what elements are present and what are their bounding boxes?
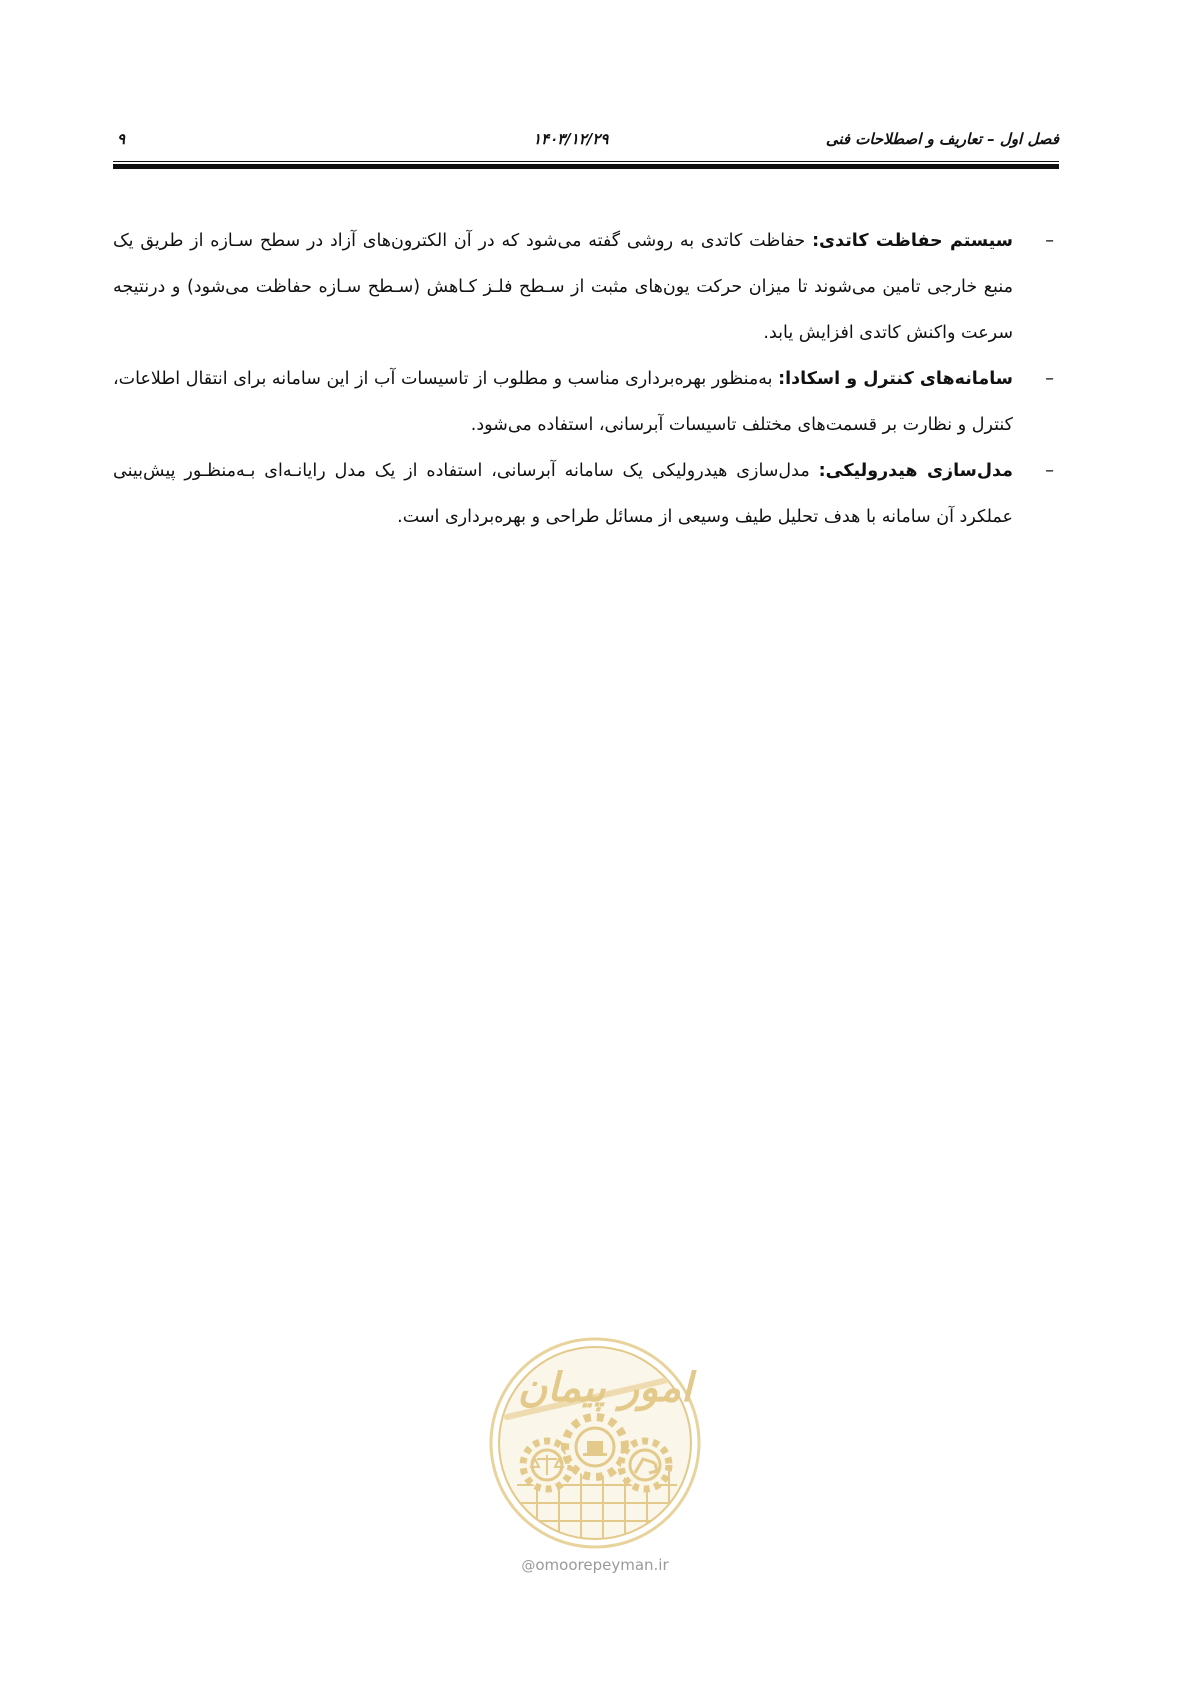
definition-term: سامانه‌های کنترل و اسکادا:: [778, 369, 1013, 389]
at-icon: @: [521, 1558, 536, 1574]
definition-text: مدل‌سازی هیدرولیکی یک سامانه آبرسانی، استفاده از یک مدل رایانـه‌ای بـه‌منظـور پیش‌بینی عملکرد آن سامانه با هدف تحلیل طیف وسیعی از مسائل طراحی و بهره‌برداری است.: [113, 461, 1013, 527]
list-dash: –: [1045, 461, 1054, 481]
definition-item: [113, 448, 1059, 540]
definition-item: [113, 218, 1059, 356]
header-rule-thick: [113, 164, 1059, 169]
watermark-logo: [487, 1335, 703, 1551]
page-number: ۹: [117, 130, 126, 148]
list-dash: –: [1045, 369, 1054, 389]
definition-item: [113, 356, 1059, 448]
definition-term: سیستم حفاظت کاتدی:: [812, 231, 1014, 251]
gear-icon: [621, 1441, 669, 1489]
watermark-url: [470, 1556, 720, 1574]
header-date: ۱۴۰۳/۱۲/۲۹: [533, 130, 609, 148]
chapter-title: فصل اول – تعاریف و اصطلاحات فنی: [825, 130, 1059, 148]
definition-term: مدل‌سازی هیدرولیکی:: [818, 461, 1013, 481]
header-rule-thin: [113, 161, 1059, 162]
list-dash: –: [1045, 231, 1054, 251]
watermark-logo-text: امور پیمان: [517, 1365, 693, 1411]
definition-text: حفاظت کاتدی به روشی گفته می‌شود که در آن الکترون‌های آزاد در سطح سـازه از طریق یک منبع خارجی تامین می‌شوند تا میزان حرکت یون‌های مثبت از سـطح فلـز کـاهش (سـطح سـازه حفاظت می‌شود) و درنتیجه سرعت واکنش کاتدی افزایش یابد.: [113, 231, 1013, 343]
page-header: [113, 128, 1059, 154]
definition-text: به‌منظور بهره‌برداری مناسب و مطلوب از تاسیسات آب از این سامانه برای انتقال اطلاعات، کنترل و نظارت بر قسمت‌های مختلف تاسیسات آبرسانی، استفاده می‌شود.: [113, 369, 1013, 435]
watermark-url-text: omoorepeyman.ir: [535, 1556, 669, 1574]
definitions-list: [113, 218, 1059, 540]
